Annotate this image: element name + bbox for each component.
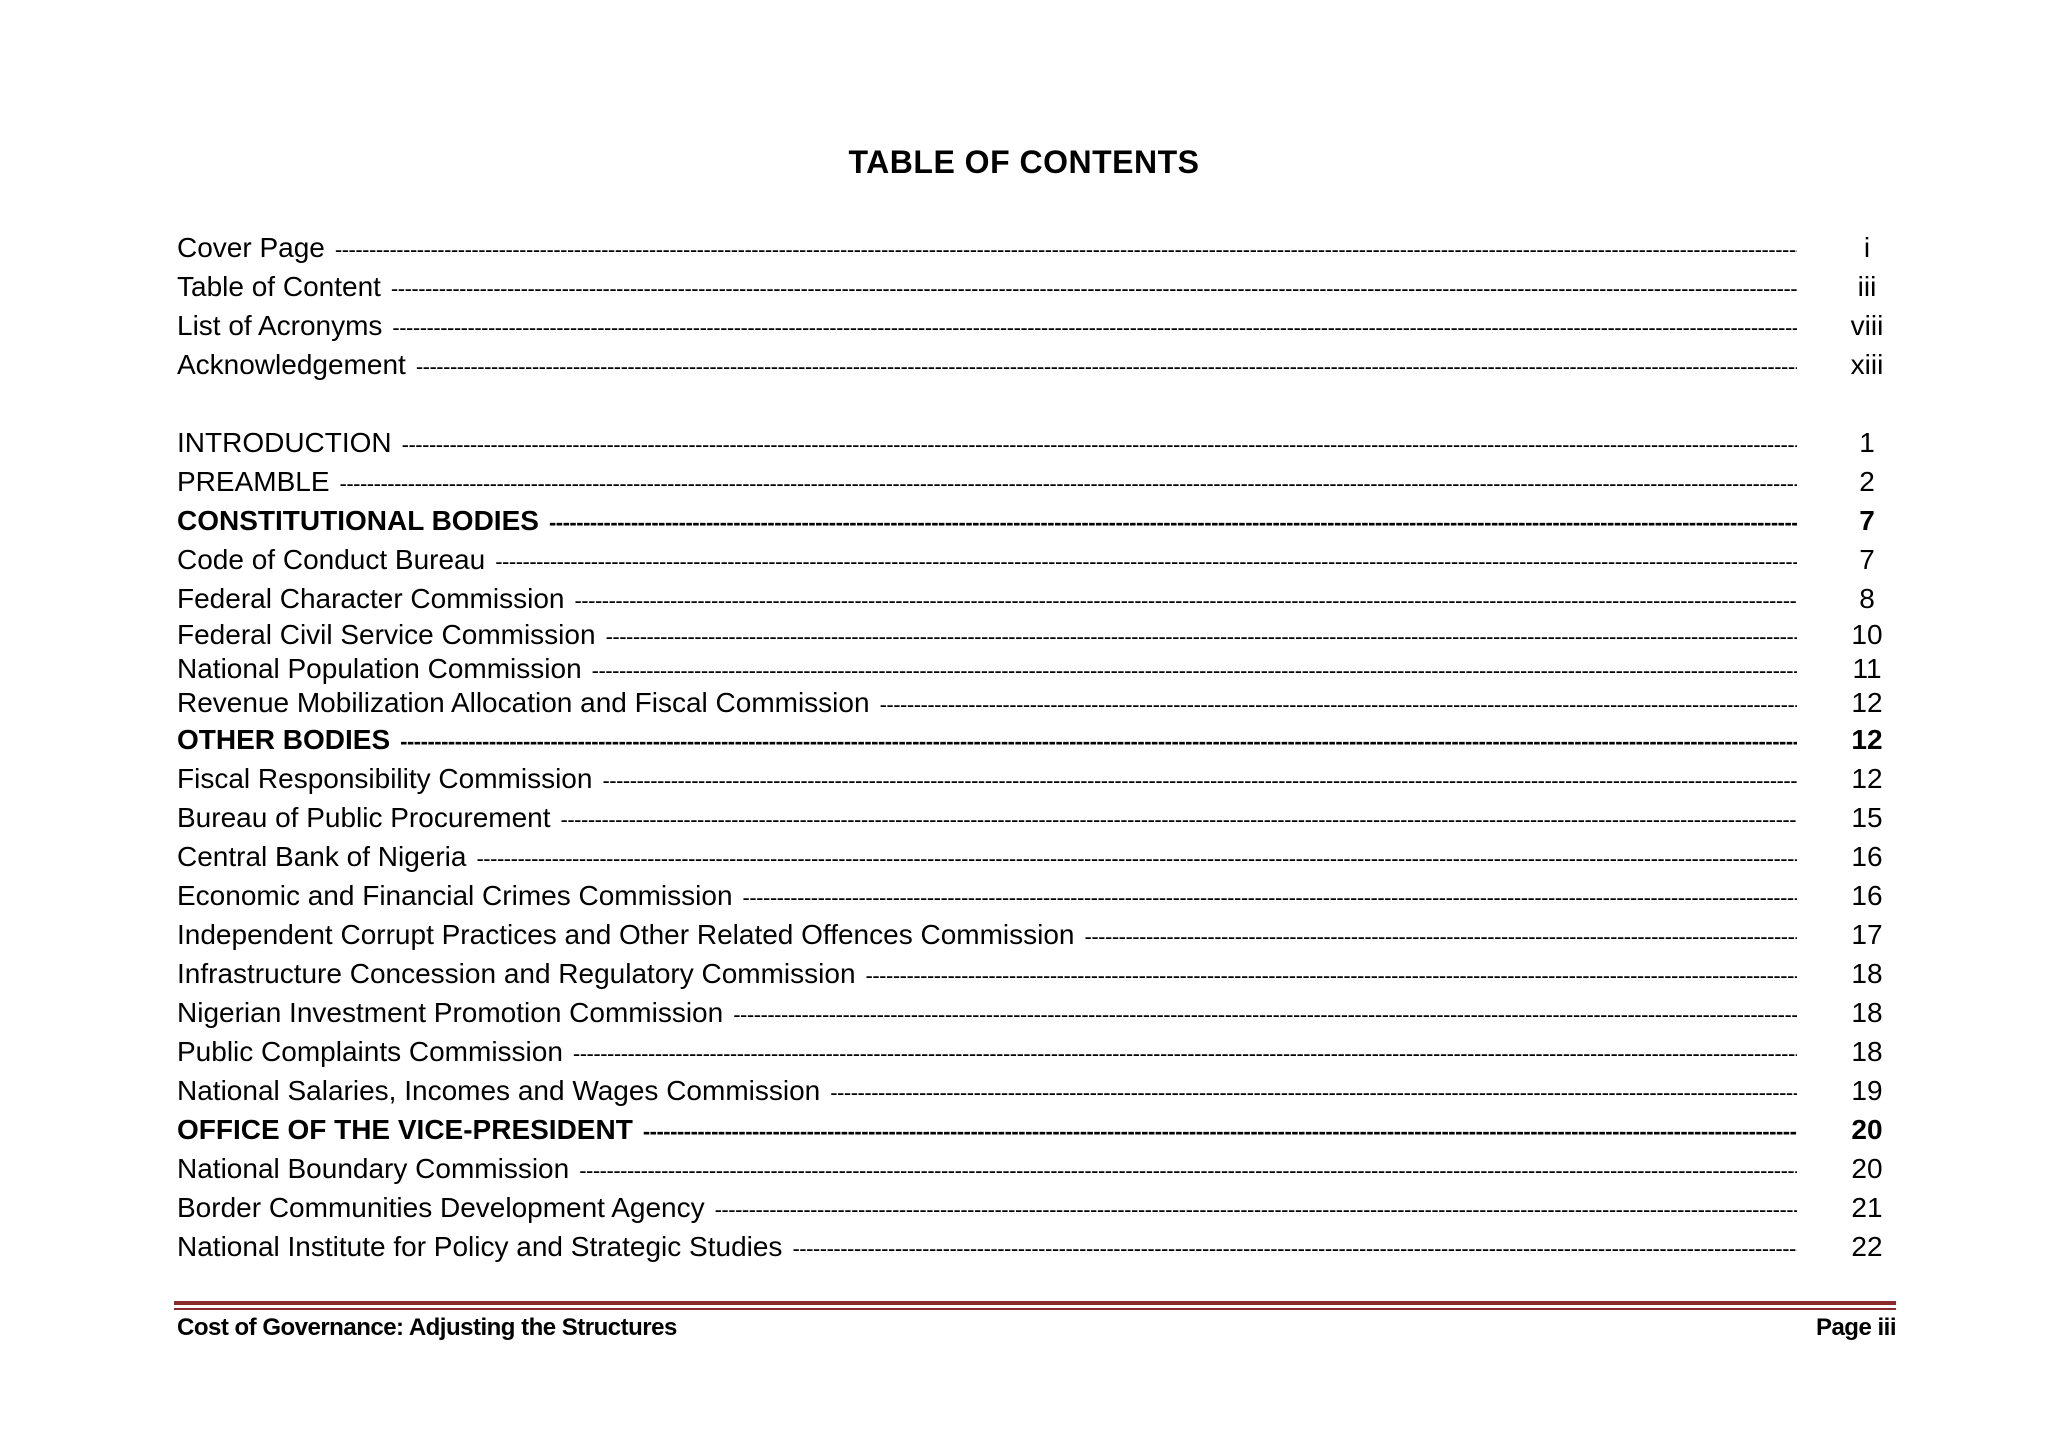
dot-leader [573,1034,1797,1073]
toc-entry-label: Table of Content [177,271,381,302]
toc-entry-label: Central Bank of Nigeria [177,841,467,872]
toc-row [177,993,1897,1032]
toc-entry-label: National Salaries, Incomes and Wages Commission [177,1075,821,1106]
toc-entry-page: iii [1857,271,1877,302]
dot-leader [880,688,1797,722]
dot-leader [549,503,1797,542]
toc-entry-page: 12 [1851,763,1883,794]
toc-entry-page: xiii [1850,349,1884,380]
toc-section-label: OTHER BODIES [177,724,391,755]
dot-leader [561,800,1797,839]
toc-row [177,228,1897,267]
toc-row [177,423,1897,462]
toc-entry-page: 19 [1851,1075,1883,1106]
dot-leader [743,878,1797,917]
dot-leader [830,1073,1797,1112]
dot-leader [866,956,1797,995]
toc-entry-label: Fiscal Responsibility Commission [177,763,593,794]
toc-row [177,345,1897,384]
dot-leader [335,230,1797,269]
toc-row [177,1032,1897,1071]
footer-rule-thin [174,1308,1896,1310]
toc-entry-page: 18 [1851,997,1883,1028]
toc-entry-page: 2 [1859,466,1875,497]
toc-entry-label: Bureau of Public Procurement [177,802,551,833]
dot-leader [476,839,1797,878]
toc-entry-page: i [1863,232,1871,263]
toc-section-row [177,720,1897,759]
toc-entry-label: Independent Corrupt Practices and Other Related Offences Commission [177,919,1075,950]
dot-leader [792,1229,1797,1268]
dot-leader [643,1112,1797,1151]
toc-section-label: OFFICE OF THE VICE-PRESIDENT [177,1114,633,1145]
toc-row [177,1188,1897,1227]
toc-entry-label: Border Communities Development Agency [177,1192,705,1223]
toc-entry-label: National Population Commission [177,653,582,684]
dot-leader [495,542,1797,581]
dot-leader [602,761,1797,800]
toc-entry-page: 12 [1851,687,1883,718]
toc-entry-label: Federal Civil Service Commission [177,619,596,650]
dot-leader [400,722,1797,761]
toc-entry-page: 12 [1851,724,1883,755]
toc-row [177,759,1897,798]
toc-row [177,954,1897,993]
toc-entry-label: PREAMBLE [177,466,330,497]
toc-section-row [177,501,1897,540]
toc-entry-label: Federal Character Commission [177,583,565,614]
toc-entry-label: INTRODUCTION [177,427,392,458]
toc-row [177,579,1897,618]
dot-leader [340,464,1798,503]
toc-entry-label: National Institute for Policy and Strategic Studies [177,1231,783,1262]
toc-entry-page: 18 [1851,1036,1883,1067]
dot-leader [592,654,1797,688]
toc-entry-page: 10 [1851,619,1883,650]
toc-row [177,618,1897,652]
toc-entry-page: 11 [1852,653,1882,684]
toc-row [177,915,1897,954]
table-of-contents [177,228,1897,1266]
dot-leader [391,269,1797,308]
toc-entry-label: List of Acronyms [177,310,383,341]
toc-entry-page: 16 [1851,841,1883,872]
footer-rule-thick [174,1301,1896,1305]
toc-entry-page: viii [1850,310,1884,341]
toc-entry-label: Infrastructure Concession and Regulatory Commission [177,958,856,989]
dot-leader [416,347,1797,386]
toc-entry-page: 20 [1851,1153,1883,1184]
toc-row [177,306,1897,345]
toc-entry-page: 15 [1851,802,1883,833]
toc-entry-page: 22 [1851,1231,1883,1262]
toc-entry-label: Revenue Mobilization Allocation and Fiscal Commission [177,687,870,718]
toc-entry-page: 8 [1859,583,1875,614]
toc-entry-label: Nigerian Investment Promotion Commission [177,997,724,1028]
toc-entry-page: 20 [1851,1114,1883,1145]
dot-leader [574,581,1797,620]
dot-leader [715,1190,1797,1229]
toc-row [177,652,1897,686]
dot-leader [733,995,1797,1034]
dot-leader [579,1151,1797,1190]
dot-leader [392,308,1797,347]
toc-row [177,540,1897,579]
toc-entry-page: 21 [1851,1192,1883,1223]
toc-row [177,876,1897,915]
toc-entry-label: Code of Conduct Bureau [177,544,486,575]
toc-entry-label: Cover Page [177,232,325,263]
toc-entry-page: 17 [1851,919,1883,950]
toc-entry-page: 18 [1851,958,1883,989]
toc-entry-page: 7 [1859,544,1875,575]
toc-entry-label: Acknowledgement [177,349,406,380]
toc-row [177,267,1897,306]
toc-entry-page: 1 [1859,427,1875,458]
toc-section-label: CONSTITUTIONAL BODIES [177,505,539,536]
page-title: TABLE OF CONTENTS [848,144,1200,180]
toc-section-row [177,1110,1897,1149]
dot-leader [402,425,1797,464]
toc-entry-label: Economic and Financial Crimes Commission [177,880,733,911]
toc-row [177,1071,1897,1110]
toc-row [177,798,1897,837]
toc-row [177,1227,1897,1266]
toc-entry-page: 7 [1859,505,1875,536]
toc-row [177,462,1897,501]
dot-leader [1085,917,1797,956]
toc-entry-label: Public Complaints Commission [177,1036,563,1067]
toc-entry-page: 16 [1851,880,1883,911]
footer-document-title: Cost of Governance: Adjusting the Structures [177,1314,677,1341]
toc-row [177,837,1897,876]
toc-row [177,686,1897,720]
dot-leader [606,620,1797,654]
toc-row [177,1149,1897,1188]
footer-page-number: Page iii [1815,1314,1896,1341]
toc-entry-label: National Boundary Commission [177,1153,570,1184]
